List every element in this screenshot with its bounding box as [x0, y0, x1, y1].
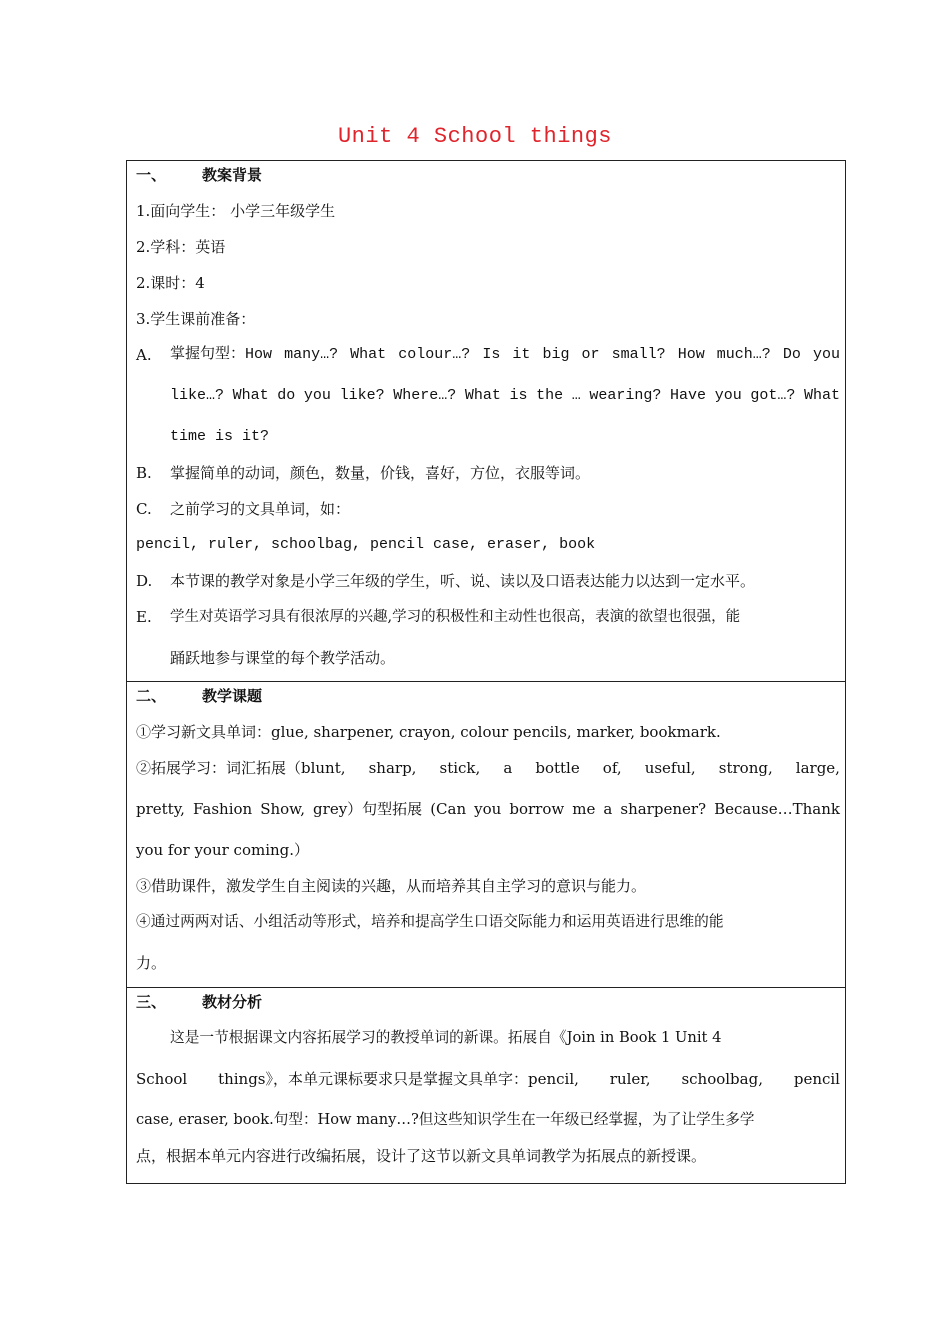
- word: Have: [670, 387, 707, 404]
- item-a-line-1: [170, 345, 840, 365]
- word: like…?: [170, 387, 225, 404]
- word: pretty,: [136, 800, 185, 818]
- word: is: [509, 387, 528, 404]
- item-e-line-1: 学生对英语学习具有很浓厚的兴趣,学习的积极性和主动性也很高，表演的欲望也很强，能: [170, 609, 741, 625]
- topic-4-line-2: 力。: [136, 954, 167, 972]
- section-number: 三、: [136, 993, 167, 1011]
- topic-2-line-2: [136, 799, 840, 819]
- item-b-text: 掌握简单的动词，颜色，数量，价钱，喜好，方位，衣服等词。: [170, 464, 591, 482]
- section-title: 教学课题: [202, 687, 263, 705]
- word: Do: [782, 346, 801, 363]
- section-topics: [127, 681, 845, 988]
- word: useful,: [644, 759, 696, 777]
- section-number: 二、: [136, 687, 167, 705]
- topic-1: ①学习新文具单词：glue, sharpener, crayon, colour pencils, marker, bookmark.: [136, 723, 721, 741]
- word: the: [536, 387, 564, 404]
- word: much…?: [716, 346, 771, 363]
- item-a-line-3: time is it?: [170, 428, 270, 445]
- topic-4-line-1: ④通过两两对话、小组活动等形式，培养和提高学生口语交际能力和运用英语进行思维的能: [136, 913, 724, 930]
- analysis-line-1: 这是一节根据课文内容拓展学习的教授单词的新课。拓展自《Join in Book 1 Unit 4: [170, 1029, 722, 1046]
- item-e-line-2: 踊跃地参与课堂的每个教学活动。: [170, 649, 396, 667]
- word: stick,: [439, 759, 481, 777]
- word: strong,: [718, 759, 773, 777]
- word: a: [603, 800, 613, 818]
- word: like?: [339, 387, 385, 404]
- topic-3: ③借助课件，激发学生自主阅读的兴趣，从而培养其自主学习的意识与能力。: [136, 877, 647, 895]
- word: small?: [611, 346, 666, 363]
- word: you: [812, 346, 840, 363]
- word: colour…?: [398, 346, 471, 363]
- item-label: B.: [136, 464, 152, 482]
- class-hours: 2.课时：4: [136, 274, 205, 292]
- word: a: [503, 759, 513, 777]
- word: 掌握句型：How: [170, 346, 273, 363]
- item-c-text: 之前学习的文具单词，如：: [170, 500, 351, 518]
- analysis-line-2: [136, 1069, 840, 1089]
- section-heading: [136, 686, 262, 706]
- word: grey）句型拓展: [313, 800, 423, 818]
- word: schoolbag,: [681, 1070, 763, 1088]
- word: …: [571, 387, 581, 404]
- word: ruler,: [609, 1070, 651, 1088]
- section-heading: [136, 165, 262, 185]
- analysis-line-4: 点，根据本单元内容进行改编拓展，设计了这节以新文具单词教学为拓展点的新授课。: [136, 1147, 707, 1165]
- word: sharpener?: [620, 800, 707, 818]
- lesson-plan-table: [126, 160, 846, 1184]
- document-title: Unit 4 School things: [337, 124, 613, 149]
- word: big: [542, 346, 570, 363]
- word: large,: [795, 759, 840, 777]
- analysis-line-3: case, eraser, book.句型：How many…?但这些知识学生在一年级已经掌握，为了让学生多学: [136, 1111, 755, 1128]
- word: of,: [602, 759, 622, 777]
- word: Fashion: [193, 800, 253, 818]
- word: many…?: [284, 346, 339, 363]
- word: Show,: [260, 800, 306, 818]
- word: do: [277, 387, 296, 404]
- word: How: [677, 346, 705, 363]
- section-heading: [136, 992, 262, 1012]
- word: or: [581, 346, 600, 363]
- word: ②拓展学习：词汇拓展（blunt,: [136, 759, 346, 777]
- word: bottle: [535, 759, 580, 777]
- word: wearing?: [589, 387, 662, 404]
- word: sharp,: [368, 759, 417, 777]
- topic-2-line-3: you for your coming.）: [136, 841, 310, 859]
- item-c-words: pencil, ruler, schoolbag, pencil case, eraser, book: [136, 536, 596, 553]
- word: things》，本单元课标要求只是掌握文具单字：pencil,: [218, 1070, 579, 1088]
- word: What: [350, 346, 387, 363]
- word: What: [464, 387, 501, 404]
- item-label: D.: [136, 572, 153, 590]
- section-material-analysis: [127, 987, 845, 1184]
- word: it: [512, 346, 531, 363]
- word: What: [232, 387, 269, 404]
- word: got…?: [750, 387, 796, 404]
- item-d-text: 本节课的教学对象是小学三年级的学生，听、说、读以及口语表达能力以达到一定水平。: [170, 572, 756, 590]
- word: you: [714, 387, 742, 404]
- subject: 2.学科：英语: [136, 238, 226, 256]
- word: you: [303, 387, 331, 404]
- item-label: A.: [136, 346, 152, 364]
- word: Where…?: [393, 387, 457, 404]
- section-background: [127, 161, 845, 681]
- word: you: [474, 800, 502, 818]
- section-title: 教案背景: [202, 166, 263, 184]
- preparation: 3.学生课前准备：: [136, 310, 256, 328]
- word: School: [136, 1070, 188, 1088]
- item-label: C.: [136, 500, 152, 518]
- word: What: [803, 387, 840, 404]
- topic-2-line-1: [136, 758, 840, 778]
- item-label: E.: [136, 608, 152, 626]
- word: me: [572, 800, 596, 818]
- section-title: 教材分析: [202, 993, 263, 1011]
- word: (Can: [430, 800, 467, 818]
- word: Because…Thank: [714, 800, 840, 818]
- item-a-line-2: [170, 386, 840, 406]
- section-number: 一、: [136, 166, 167, 184]
- word: pencil: [793, 1070, 840, 1088]
- target-students: 1.面向学生： 小学三年级学生: [136, 202, 336, 220]
- word: Is: [482, 346, 501, 363]
- word: borrow: [509, 800, 565, 818]
